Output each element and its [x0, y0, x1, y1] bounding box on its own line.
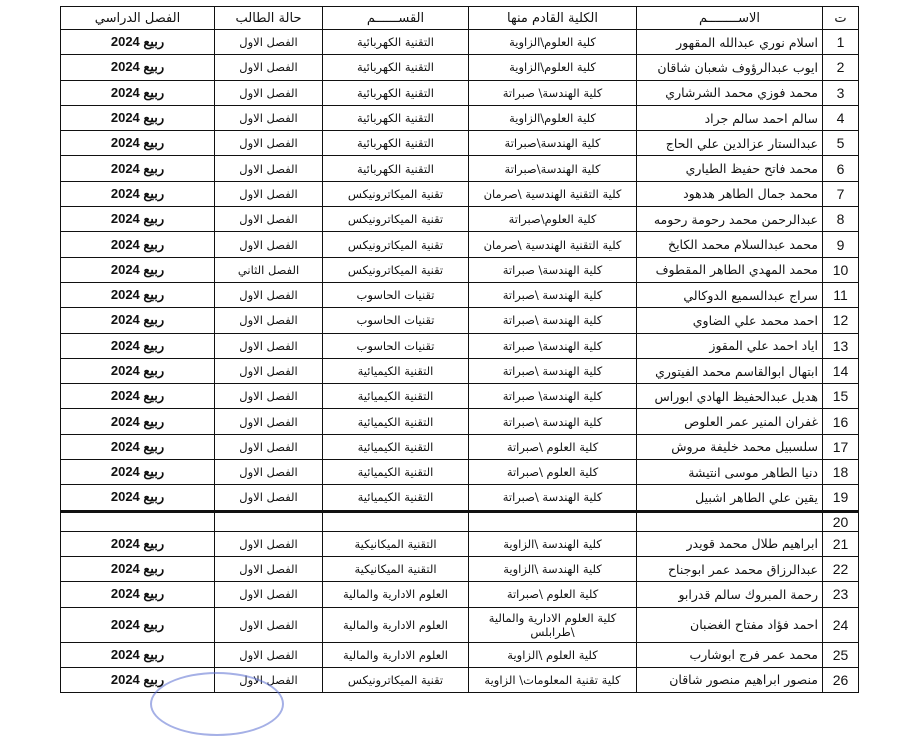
- table-row: [61, 30, 859, 55]
- college-cell: كلية الهندسة\صبراتة: [469, 131, 637, 156]
- student-name: اسلام نوري عبدالله المقهور: [637, 30, 823, 55]
- department-cell: تقنية الميكاترونيكس: [323, 232, 469, 257]
- table-row: [61, 55, 859, 80]
- student-name: دنيا الطاهر موسى انتيشة: [637, 460, 823, 485]
- college-cell: كلية التقنية الهندسية \صرمان: [469, 232, 637, 257]
- semester-cell: ربيع 2024: [61, 582, 215, 607]
- semester-cell: ربيع 2024: [61, 667, 215, 692]
- student-name: محمد فاتح حفيظ الطياري: [637, 156, 823, 181]
- student-name: رحمة المبروك سالم قدرابو: [637, 582, 823, 607]
- row-number: 25: [823, 642, 859, 667]
- row-number: 16: [823, 409, 859, 434]
- student-name: احمد محمد علي الضاوي: [637, 308, 823, 333]
- row-number: 24: [823, 607, 859, 642]
- status-cell: الفصل الاول: [215, 409, 323, 434]
- semester-cell: ربيع 2024: [61, 333, 215, 358]
- department-cell: تقنية الميكاترونيكس: [323, 181, 469, 206]
- table-row: [61, 460, 859, 485]
- semester-cell: ربيع 2024: [61, 607, 215, 642]
- status-cell: الفصل الاول: [215, 156, 323, 181]
- college-cell: كلية الهندسة \الزاوية: [469, 556, 637, 581]
- semester-cell: ربيع 2024: [61, 207, 215, 232]
- semester-cell: ربيع 2024: [61, 181, 215, 206]
- student-name: محمد جمال الطاهر هدهود: [637, 181, 823, 206]
- header-num: ت: [823, 7, 859, 30]
- status-cell: الفصل الاول: [215, 80, 323, 105]
- header-name: الاســــــــم: [637, 7, 823, 30]
- table-row: [61, 308, 859, 333]
- college-cell: كلية الهندسة \صبراتة: [469, 358, 637, 383]
- status-cell: الفصل الاول: [215, 460, 323, 485]
- student-name: محمد عبدالسلام محمد الكايخ: [637, 232, 823, 257]
- status-cell: الفصل الاول: [215, 434, 323, 459]
- department-cell: التقنية الكهربائية: [323, 156, 469, 181]
- student-table-sheet: [60, 6, 858, 693]
- semester-cell: ربيع 2024: [61, 642, 215, 667]
- row-number: 6: [823, 156, 859, 181]
- department-cell: التقنية الكيميائية: [323, 409, 469, 434]
- student-name: غفران المنير عمر العلوص: [637, 409, 823, 434]
- status-cell: الفصل الاول: [215, 485, 323, 511]
- status-cell: الفصل الاول: [215, 308, 323, 333]
- status-cell: الفصل الاول: [215, 556, 323, 581]
- header-college: الكلية القادم منها: [469, 7, 637, 30]
- semester-cell: ربيع 2024: [61, 460, 215, 485]
- status-cell: الفصل الاول: [215, 131, 323, 156]
- department-cell: تقنية الميكاترونيكس: [323, 667, 469, 692]
- department-cell: التقنية الكيميائية: [323, 460, 469, 485]
- table-row: [61, 434, 859, 459]
- department-cell: تقنية الميكاترونيكس: [323, 207, 469, 232]
- row-number: 10: [823, 257, 859, 282]
- table-row: [61, 642, 859, 667]
- college-cell: كلية العلوم \الزاوية: [469, 642, 637, 667]
- college-cell: كلية الهندسة \الزاوية: [469, 531, 637, 556]
- college-cell: كلية الهندسة\ صبراتة: [469, 384, 637, 409]
- department-cell: التقنية الكيميائية: [323, 358, 469, 383]
- status-cell: الفصل الاول: [215, 181, 323, 206]
- table-row: [61, 207, 859, 232]
- semester-cell: ربيع 2024: [61, 257, 215, 282]
- student-name: ابتهال ابوالقاسم محمد الفيتوري: [637, 358, 823, 383]
- student-name: ايوب عبدالرؤوف شعبان شاقان: [637, 55, 823, 80]
- student-name: احمد فؤاد مفتاح الغضبان: [637, 607, 823, 642]
- status-cell: الفصل الاول: [215, 642, 323, 667]
- semester-cell: ربيع 2024: [61, 358, 215, 383]
- department-cell: التقنية الكهربائية: [323, 80, 469, 105]
- semester-cell: ربيع 2024: [61, 80, 215, 105]
- student-name: سالم احمد سالم جراد: [637, 105, 823, 130]
- status-cell: الفصل الاول: [215, 207, 323, 232]
- table-row: [61, 333, 859, 358]
- student-name: محمد فوزي محمد الشرشاري: [637, 80, 823, 105]
- department-cell: التقنية الكهربائية: [323, 30, 469, 55]
- student-name: محمد عمر فرج ابوشارب: [637, 642, 823, 667]
- row-number: 21: [823, 531, 859, 556]
- semester-cell: ربيع 2024: [61, 308, 215, 333]
- college-cell: كلية العلوم الادارية والمالية \طرابلس: [469, 607, 637, 642]
- status-cell: الفصل الاول: [215, 582, 323, 607]
- table-row: [61, 181, 859, 206]
- college-cell: كلية العلوم \صبراتة: [469, 582, 637, 607]
- table-row: [61, 131, 859, 156]
- student-name: يقين علي الطاهر اشبيل: [637, 485, 823, 511]
- row-number: 1: [823, 30, 859, 55]
- table-row: [61, 485, 859, 511]
- table-row: [61, 156, 859, 181]
- status-cell: الفصل الاول: [215, 358, 323, 383]
- status-cell: الفصل الاول: [215, 531, 323, 556]
- row-number: 2: [823, 55, 859, 80]
- table-row: [61, 511, 859, 531]
- table-row: [61, 531, 859, 556]
- status-cell: الفصل الاول: [215, 232, 323, 257]
- table-row: [61, 358, 859, 383]
- department-cell: التقنية الكهربائية: [323, 131, 469, 156]
- row-number: 7: [823, 181, 859, 206]
- semester-cell: ربيع 2024: [61, 384, 215, 409]
- department-cell: التقنية الكيميائية: [323, 384, 469, 409]
- row-number: 5: [823, 131, 859, 156]
- department-cell: تقنيات الحاسوب: [323, 282, 469, 307]
- table-row: [61, 232, 859, 257]
- department-cell: التقنية الميكانيكية: [323, 531, 469, 556]
- student-name: منصور ابراهيم منصور شاقان: [637, 667, 823, 692]
- status-cell: [215, 511, 323, 531]
- student-name: ابراهيم طلال محمد قويدر: [637, 531, 823, 556]
- status-cell: الفصل الثاني: [215, 257, 323, 282]
- student-name: عبدالرزاق محمد عمر ابوجناح: [637, 556, 823, 581]
- student-name: سراج عبدالسميع الدوكالي: [637, 282, 823, 307]
- student-name: هديل عبدالحفيظ الهادي ابوراس: [637, 384, 823, 409]
- semester-cell: [61, 511, 215, 531]
- college-cell: كلية العلوم\الزاوية: [469, 30, 637, 55]
- college-cell: كلية العلوم\صبراتة: [469, 207, 637, 232]
- student-name: عبدالستار عزالدين علي الحاج: [637, 131, 823, 156]
- table-row: [61, 582, 859, 607]
- student-name: اياد احمد علي المقوز: [637, 333, 823, 358]
- semester-cell: ربيع 2024: [61, 232, 215, 257]
- status-cell: الفصل الاول: [215, 282, 323, 307]
- department-cell: التقنية الكهربائية: [323, 105, 469, 130]
- department-cell: العلوم الادارية والمالية: [323, 582, 469, 607]
- row-number: 12: [823, 308, 859, 333]
- header-dept: القســــــم: [323, 7, 469, 30]
- semester-cell: ربيع 2024: [61, 282, 215, 307]
- student-name: [637, 511, 823, 531]
- status-cell: الفصل الاول: [215, 384, 323, 409]
- college-cell: كلية العلوم \صبراتة: [469, 434, 637, 459]
- row-number: 22: [823, 556, 859, 581]
- semester-cell: ربيع 2024: [61, 105, 215, 130]
- college-cell: كلية تقنية المعلومات\ الزاوية: [469, 667, 637, 692]
- row-number: 9: [823, 232, 859, 257]
- row-number: 13: [823, 333, 859, 358]
- department-cell: تقنيات الحاسوب: [323, 308, 469, 333]
- department-cell: العلوم الادارية والمالية: [323, 642, 469, 667]
- department-cell: تقنية الميكاترونيكس: [323, 257, 469, 282]
- college-cell: كلية العلوم\الزاوية: [469, 105, 637, 130]
- table-row: [61, 257, 859, 282]
- row-number: 8: [823, 207, 859, 232]
- semester-cell: ربيع 2024: [61, 30, 215, 55]
- college-cell: كلية الهندسة\ صبراتة: [469, 80, 637, 105]
- college-cell: كلية الهندسة\ صبراتة: [469, 333, 637, 358]
- department-cell: التقنية الميكانيكية: [323, 556, 469, 581]
- student-name: سلسبيل محمد خليفة مروش: [637, 434, 823, 459]
- row-number: 11: [823, 282, 859, 307]
- row-number: 15: [823, 384, 859, 409]
- table-row: [61, 607, 859, 642]
- department-cell: التقنية الكيميائية: [323, 434, 469, 459]
- stamp-mark: [150, 672, 284, 736]
- row-number: 4: [823, 105, 859, 130]
- college-cell: كلية الهندسة \صبراتة: [469, 409, 637, 434]
- college-cell: كلية الهندسة \صبراتة: [469, 485, 637, 511]
- semester-cell: ربيع 2024: [61, 434, 215, 459]
- semester-cell: ربيع 2024: [61, 409, 215, 434]
- department-cell: التقنية الكهربائية: [323, 55, 469, 80]
- row-number: 17: [823, 434, 859, 459]
- table-row: [61, 105, 859, 130]
- status-cell: الفصل الاول: [215, 667, 323, 692]
- status-cell: الفصل الاول: [215, 607, 323, 642]
- college-cell: كلية الهندسة\ صبراتة: [469, 257, 637, 282]
- table-row: [61, 384, 859, 409]
- status-cell: الفصل الاول: [215, 30, 323, 55]
- student-name: عبدالرحمن محمد رحومة رحومه: [637, 207, 823, 232]
- semester-cell: ربيع 2024: [61, 131, 215, 156]
- row-number: 14: [823, 358, 859, 383]
- table-row: [61, 80, 859, 105]
- student-table: [60, 6, 859, 693]
- table-row: [61, 282, 859, 307]
- row-number: 18: [823, 460, 859, 485]
- college-cell: كلية الهندسة \صبراتة: [469, 282, 637, 307]
- semester-cell: ربيع 2024: [61, 55, 215, 80]
- table-row: [61, 556, 859, 581]
- header-status: حالة الطالب: [215, 7, 323, 30]
- department-cell: تقنيات الحاسوب: [323, 333, 469, 358]
- college-cell: [469, 511, 637, 531]
- college-cell: كلية العلوم \صبراتة: [469, 460, 637, 485]
- status-cell: الفصل الاول: [215, 333, 323, 358]
- college-cell: كلية الهندسة \صبراتة: [469, 308, 637, 333]
- header-semester: الفصل الدراسي: [61, 7, 215, 30]
- row-number: 20: [823, 511, 859, 531]
- header-row: [61, 7, 859, 30]
- semester-cell: ربيع 2024: [61, 556, 215, 581]
- row-number: 19: [823, 485, 859, 511]
- department-cell: [323, 511, 469, 531]
- department-cell: العلوم الادارية والمالية: [323, 607, 469, 642]
- student-name: محمد المهدي الطاهر المقطوف: [637, 257, 823, 282]
- semester-cell: ربيع 2024: [61, 156, 215, 181]
- semester-cell: ربيع 2024: [61, 531, 215, 556]
- row-number: 3: [823, 80, 859, 105]
- status-cell: الفصل الاول: [215, 105, 323, 130]
- college-cell: كلية الهندسة\صبراتة: [469, 156, 637, 181]
- table-row: [61, 409, 859, 434]
- row-number: 26: [823, 667, 859, 692]
- row-number: 23: [823, 582, 859, 607]
- college-cell: كلية التقنية الهندسية \صرمان: [469, 181, 637, 206]
- semester-cell: ربيع 2024: [61, 485, 215, 511]
- status-cell: الفصل الاول: [215, 55, 323, 80]
- department-cell: التقنية الكيميائية: [323, 485, 469, 511]
- college-cell: كلية العلوم\الزاوية: [469, 55, 637, 80]
